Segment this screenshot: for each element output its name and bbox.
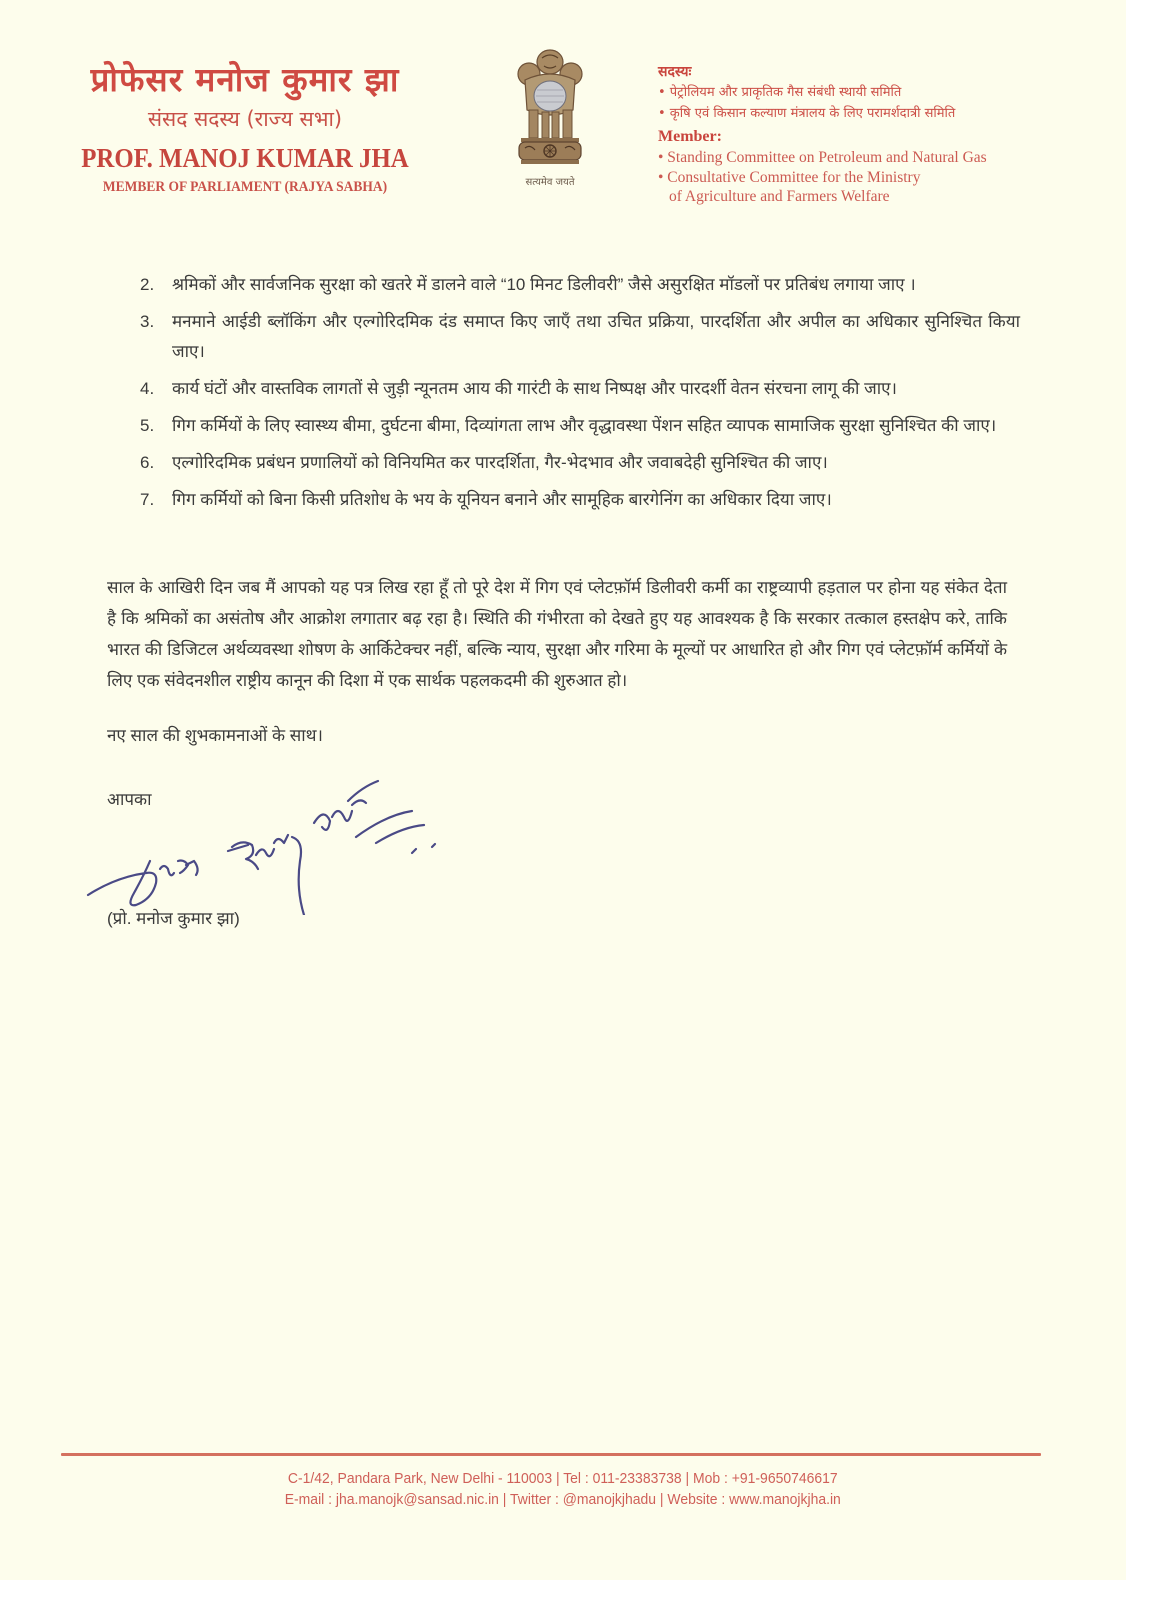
list-text: मनमाने आईडी ब्लॉकिंग और एल्गोरिदमिक दंड समाप्त किए जाएँ तथा उचित प्रक्रिया, पारदर्शिता और अपील का अधिकार सुनिश्चित किया जाए।	[172, 312, 1020, 361]
membership-heading-hindi: सदस्यः	[658, 64, 692, 80]
footer-divider	[61, 1453, 1041, 1456]
demands-list	[140, 270, 1020, 522]
new-year-wishes: नए साल की शुभकामनाओं के साथ।	[107, 726, 323, 745]
list-item	[140, 270, 1020, 300]
name-hindi: प्रोफेसर मनोज कुमार झा	[90, 60, 400, 99]
list-number: 7.	[140, 490, 155, 509]
national-emblem-icon	[511, 44, 589, 172]
list-number: 6.	[140, 453, 155, 472]
list-item	[140, 411, 1020, 441]
list-text: श्रमिकों और सार्वजनिक सुरक्षा को खतरे में डालने वाले “10 मिनट डिलीवरी” जैसे असुरक्षित मॉडलों पर प्रतिबंध लगाया जाए ।	[172, 275, 916, 294]
national-emblem	[505, 44, 595, 194]
membership-item-english: • Standing Committee on Petroleum and Natural Gas	[658, 149, 987, 166]
list-item	[140, 448, 1020, 478]
title-english: MEMBER OF PARLIAMENT (RAJYA SABHA)	[102, 179, 388, 195]
closing-paragraph: साल के आखिरी दिन जब मैं आपको यह पत्र लिख रहा हूँ तो पूरे देश में गिग एवं प्लेटफ़ॉर्म डिलीवरी कर्मी का राष्ट्रव्यापी हड़ताल पर होना यह संकेत देता है कि श्रमिकों का असंतोष और आक्रोश लगातार बढ़ रहा है। स्थिति की गंभीरता को देखते हुए यह आवश्यक है कि सरकार तत्काल हस्तक्षेप करे, ताकि भारत की डिजिटल अर्थव्यवस्था शोषण के आर्किटेक्चर नहीं, बल्कि न्याय, सुरक्षा और गरिमा के मूल्यों पर आधारित हो और गिग एवं प्लेटफ़ॉर्म कर्मियों के लिए एक संवेदनशील राष्ट्रीय कानून की दिशा में एक सार्थक पहलकदमी की शुरुआत हो।	[107, 578, 1007, 690]
emblem-motto: सत्यमेव जयते	[525, 177, 575, 188]
membership-item-hindi: • पेट्रोलियम और प्राकृतिक गैस संबंधी स्थायी समिति	[658, 85, 902, 100]
list-text: गिग कर्मियों को बिना किसी प्रतिशोध के भय के यूनियन बनाने और सामूहिक बारगेनिंग का अधिकार दिया जाए।	[172, 490, 832, 509]
list-item	[140, 307, 1020, 367]
valediction: आपका	[107, 790, 152, 809]
footer-address: C-1/42, Pandara Park, New Delhi - 110003 | Tel : 011-23383738 | Mob : +91-9650746617	[287, 1470, 838, 1487]
list-text: कार्य घंटों और वास्तविक लागतों से जुड़ी न्यूनतम आय की गारंटी के साथ निष्पक्ष और पारदर्शी वेतन संरचना लागू की जाए।	[172, 379, 897, 398]
letterhead-identity	[55, 58, 435, 198]
membership-item-english: • Consultative Committee for the Ministry	[658, 168, 921, 186]
name-english: PROF. MANOJ KUMAR JHA	[81, 143, 409, 173]
letterhead-footer	[39, 1468, 1086, 1510]
list-number: 3.	[140, 312, 155, 331]
list-item	[140, 485, 1020, 515]
list-item	[140, 374, 1020, 404]
handwritten-signature-icon	[86, 765, 466, 915]
signer-name: (प्रो. मनोज कुमार झा)	[107, 909, 240, 928]
letterhead-memberships	[658, 62, 1078, 207]
list-number: 5.	[140, 416, 155, 435]
membership-item-english-continued: of Agriculture and Farmers Welfare	[669, 188, 890, 205]
list-text: गिग कर्मियों के लिए स्वास्थ्य बीमा, दुर्घटना बीमा, दिव्यांगता लाभ और वृद्धावस्था पेंशन सहित व्यापक सामाजिक सुरक्षा सुनिश्चित की जाए।	[172, 416, 997, 435]
list-text: एल्गोरिदमिक प्रबंधन प्रणालियों को विनियमित कर पारदर्शिता, गैर-भेदभाव और जवाबदेही सुनिश्चित की जाए।	[172, 453, 828, 472]
footer-contact: E-mail : jha.manojk@sansad.nic.in | Twitter : @manojkjhadu | Website : www.manojkjha.in	[284, 1491, 841, 1508]
membership-heading-english: Member:	[658, 128, 722, 145]
list-number: 4.	[140, 379, 155, 398]
title-hindi: संसद सदस्य (राज्य सभा)	[147, 107, 343, 131]
list-number: 2.	[140, 275, 155, 294]
membership-item-hindi: • कृषि एवं किसान कल्याण मंत्रालय के लिए परामर्शदात्री समिति	[658, 106, 956, 121]
